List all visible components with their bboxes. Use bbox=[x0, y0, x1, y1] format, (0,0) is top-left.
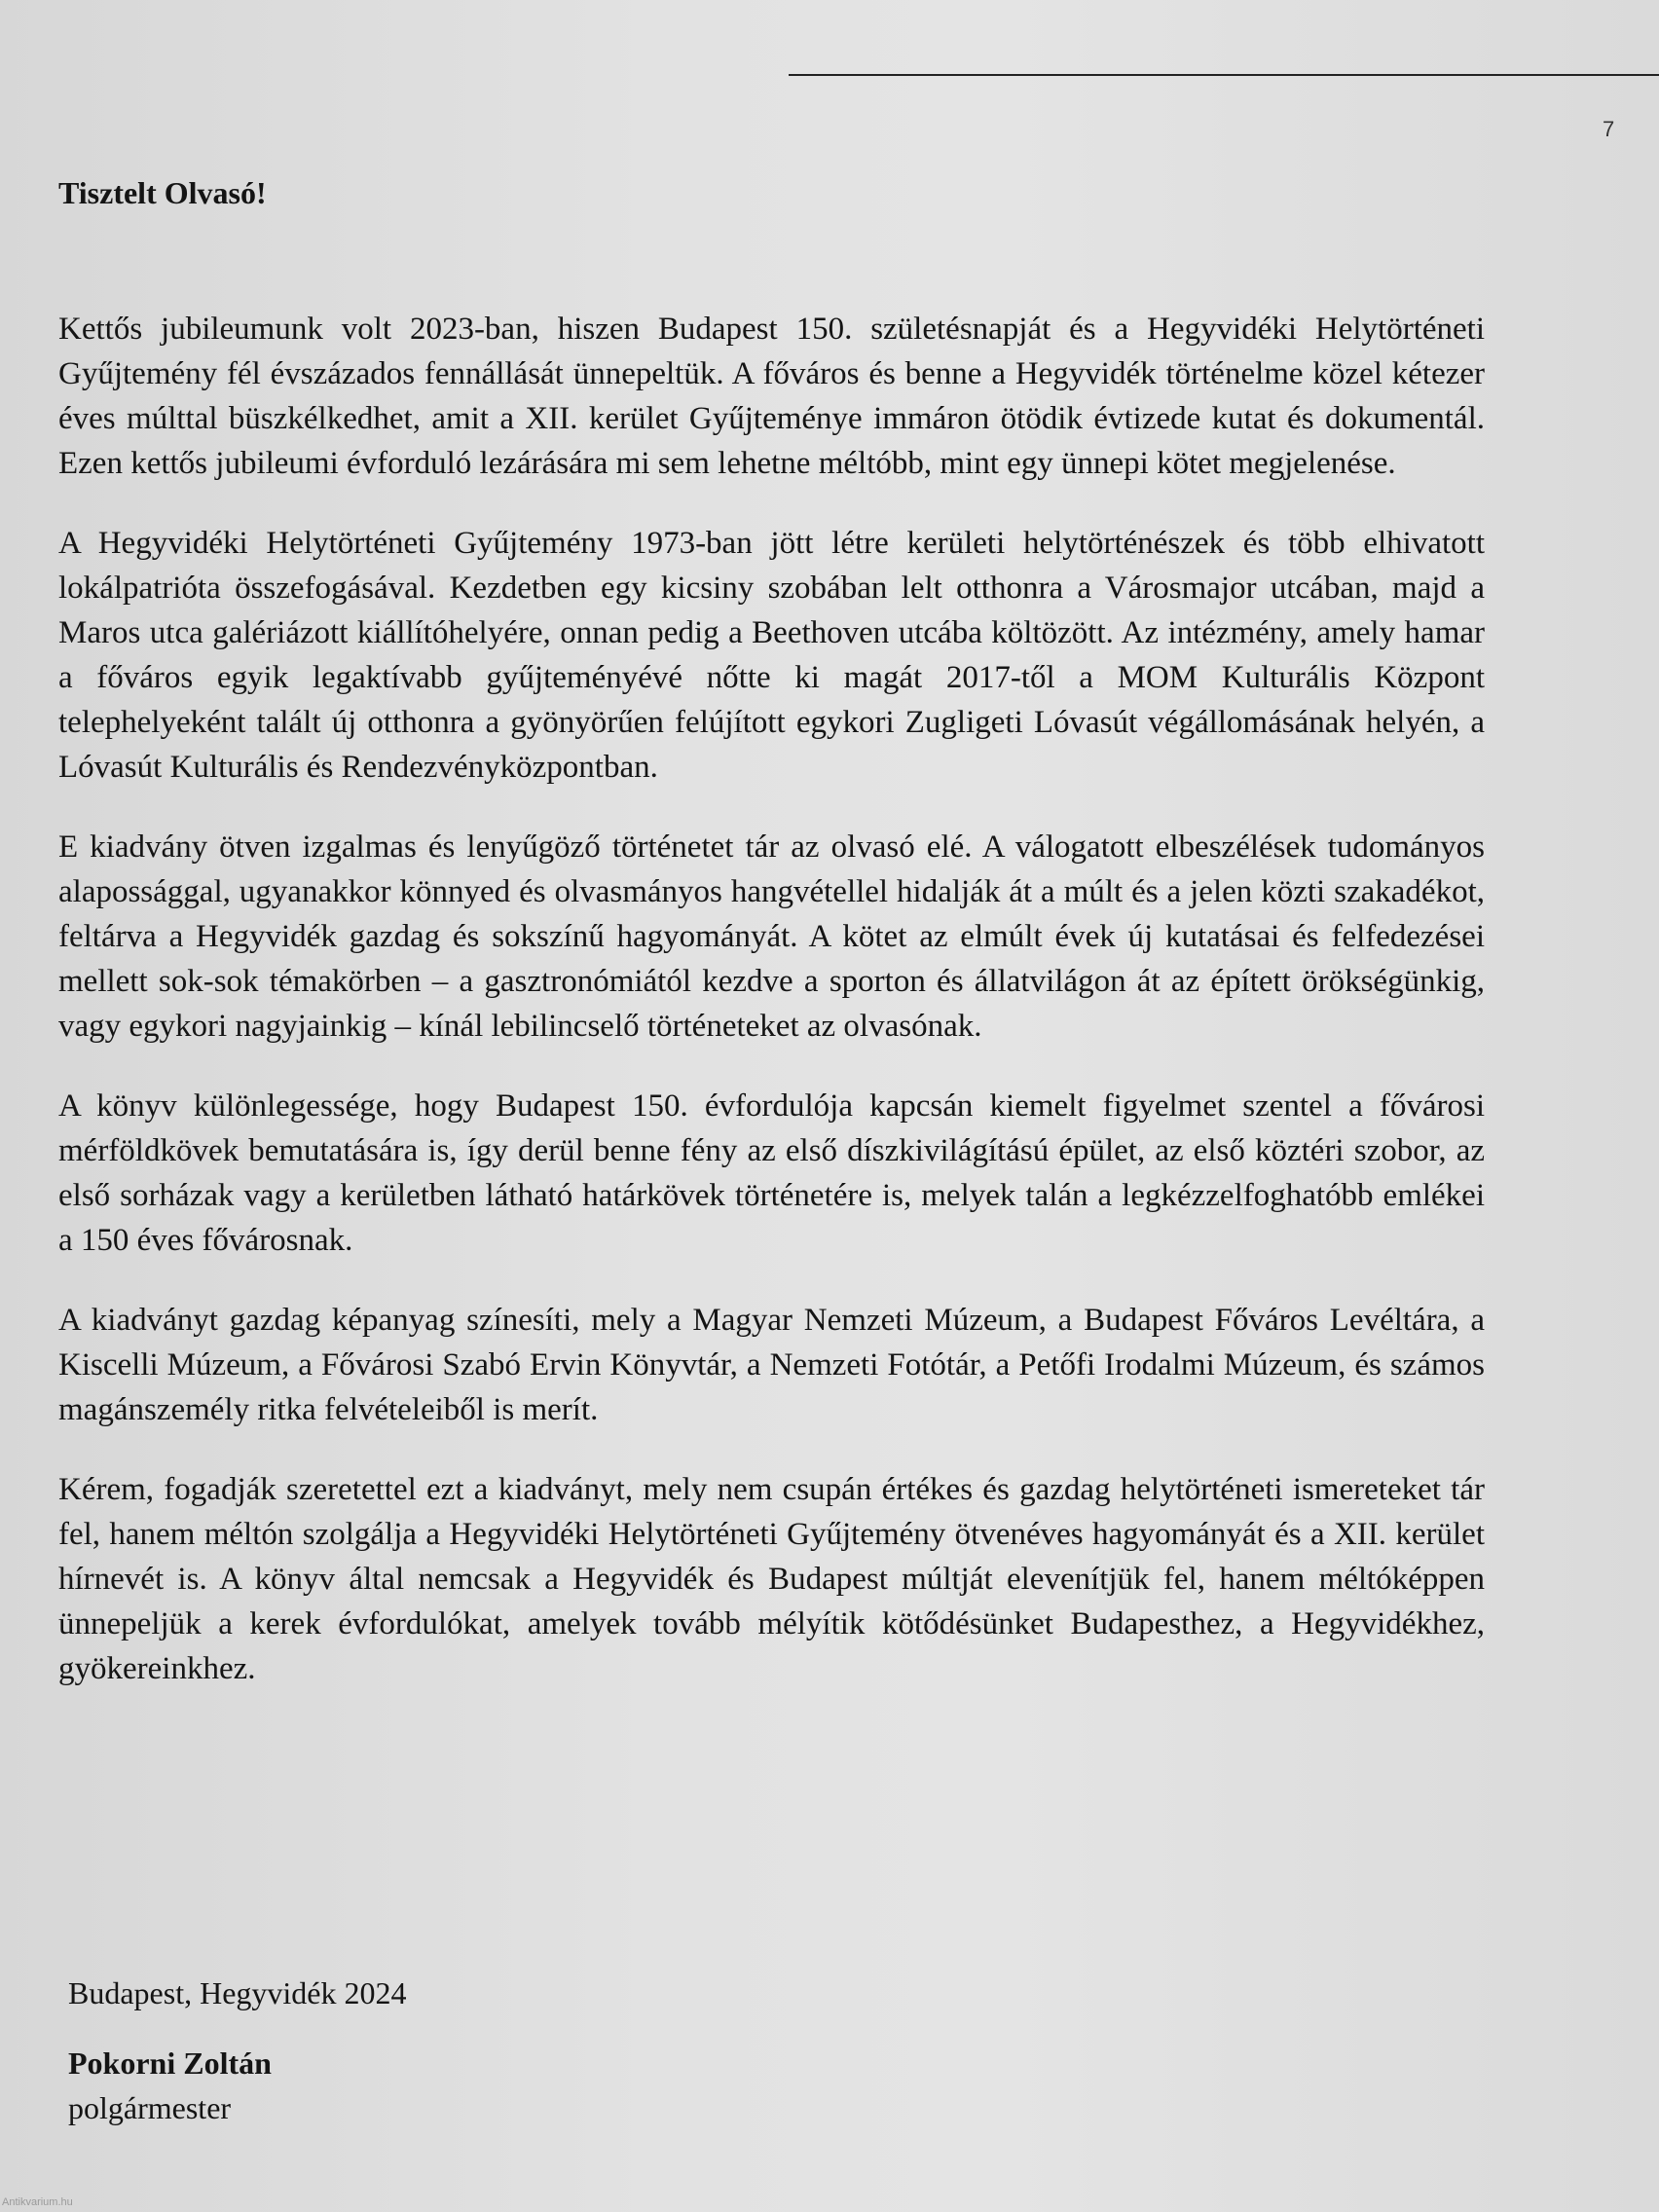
header-rule bbox=[789, 74, 1659, 76]
letter-closing bbox=[68, 1972, 407, 2128]
paragraph-1: Kettős jubileumunk volt 2023-ban, hiszen Budapest 150. születésnapját és a Hegyvidéki Helytörténeti Gyűjtemény fél évszázados fennállását ünnepeltük. A főváros és benne a Hegyvidék történelme közel kétezer éves múlttal büszkélkedhet, amit a XII. kerület Gyűjteménye immáron ötödik évtizede kutat és dokumentál. Ezen kettős jubileumi évforduló lezárására mi sem lehetne méltóbb, mint egy ünnepi kötet megjelenése. bbox=[58, 312, 1485, 481]
place-date: Budapest, Hegyvidék 2024 bbox=[68, 1975, 407, 2010]
paragraph-6: Kérem, fogadják szeretettel ezt a kiadványt, mely nem csupán értékes és gazdag helytörténeti ismereteket tár fel, hanem méltón szolgálja a Hegyvidéki Helytörténeti Gyűjtemény ötvenéves hagyományát és a XII. kerület hírnevét is. A könyv által nemcsak a Hegyvidék és Budapest múltját elevenítjük fel, hanem méltóképpen ünnepeljük a kerek évfordulókat, amelyek tovább mélyítik kötődésünket Budapesthez, a Hegyvidékhez, gyökereinkhez. bbox=[58, 1472, 1485, 1686]
paragraph-2: A Hegyvidéki Helytörténeti Gyűjtemény 1973-ban jött létre kerületi helytörténészek és több elhivatott lokálpatrióta összefogásával. Kezdetben egy kicsiny szobában lelt otthonra a Városmajor utcában, majd a Maros utca galériázott kiállítóhelyére, onnan pedig a Beethoven utcába költözött. Az intézmény, amely hamar a főváros egyik legaktívabb gyűjteményévé nőtte ki magát 2017-től a MOM Kulturális Központ telephelyeként talált új otthonra a gyönyörűen felújított egykori Zugligeti Lóvasút végállomásának helyén, a Lóvasút Kulturális és Rendezvényközpontban. bbox=[58, 526, 1485, 785]
salutation: Tisztelt Olvasó! bbox=[58, 175, 267, 210]
letter-body bbox=[58, 307, 1485, 1726]
watermark: Antikvarium.hu bbox=[2, 2196, 73, 2208]
paragraph-5: A kiadványt gazdag képanyag színesíti, mely a Magyar Nemzeti Múzeum, a Budapest Főváros Levéltára, a Kiscelli Múzeum, a Fővárosi Szabó Ervin Könyvtár, a Nemzeti Fotótár, a Petőfi Irodalmi Múzeum, és számos magánszemély ritka felvételeiből is merít. bbox=[58, 1303, 1485, 1427]
signer-name: Pokorni Zoltán bbox=[68, 2046, 272, 2081]
page-number: 7 bbox=[1603, 117, 1615, 141]
signer-title: polgármester bbox=[68, 2090, 232, 2125]
paragraph-3: E kiadvány ötven izgalmas és lenyűgöző történetet tár az olvasó elé. A válogatott elbeszélések tudományos alapossággal, ugyanakkor könnyed és olvasmányos hangvétellel hidalják át a múlt és a jelen közti szakadékot, feltárva a Hegyvidék gazdag és sokszínű hagyományát. A kötet az elmúlt évek új kutatásai és felfedezései mellett sok-sok témakörben – a gasztronómiától kezdve a sporton és állatvilágon át az épített örökségünkig, vagy egykori nagyjainkig – kínál lebilincselő történeteket az olvasónak. bbox=[58, 830, 1485, 1044]
paragraph-4: A könyv különlegessége, hogy Budapest 150. évfordulója kapcsán kiemelt figyelmet szentel a fővárosi mérföldkövek bemutatására is, így derül benne fény az első díszkivilágítású épület, az első köztéri szobor, az első sorházak vagy a kerületben látható határkövek történetére is, melyek talán a legkézzelfoghatóbb emlékei a 150 éves fővárosnak. bbox=[58, 1088, 1485, 1258]
